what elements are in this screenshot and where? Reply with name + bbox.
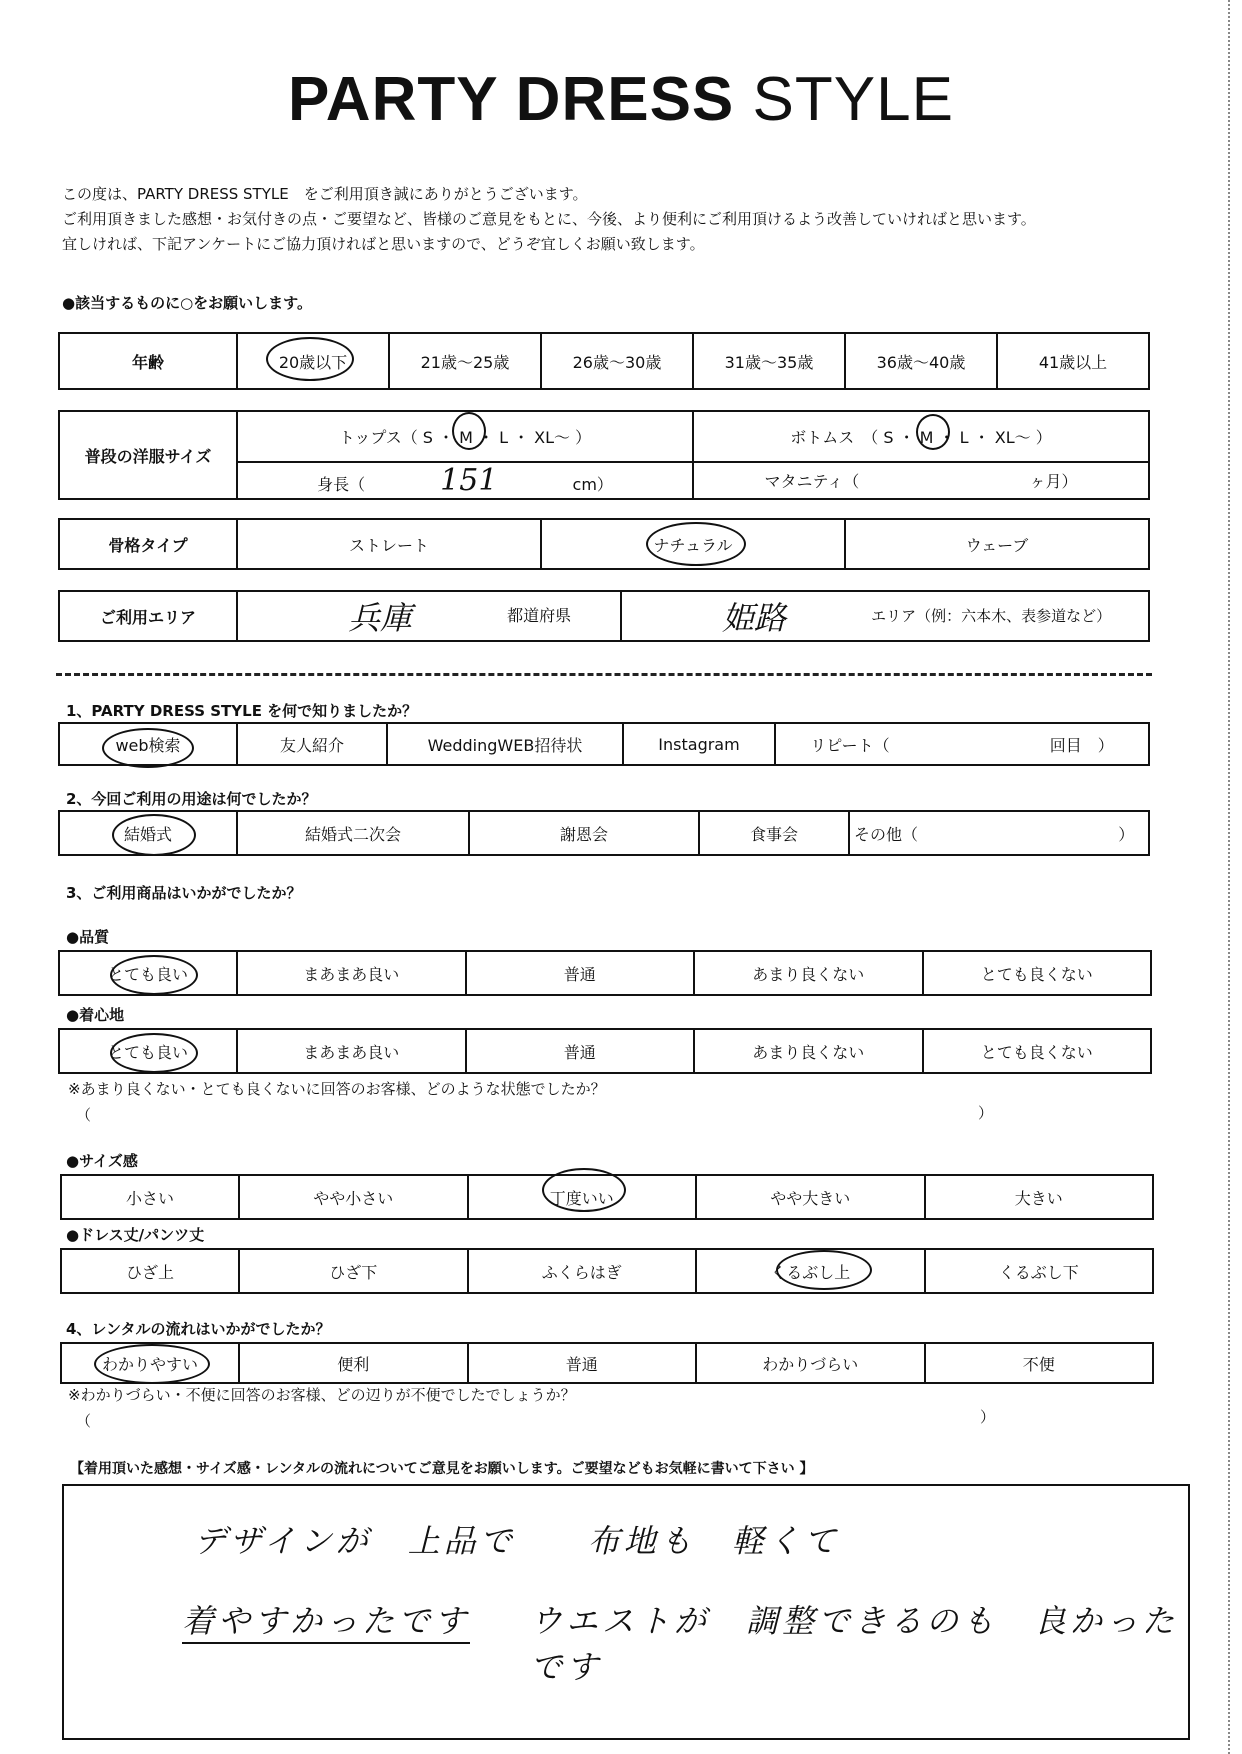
q2-option[interactable]: 謝恩会 (469, 811, 699, 855)
selection-circle (110, 955, 198, 995)
length-option[interactable]: くるぶし下 (925, 1249, 1154, 1293)
q4-table (60, 1342, 1154, 1384)
frame-option[interactable]: ナチュラル (541, 519, 845, 569)
selection-circle (102, 728, 194, 768)
comfort-option[interactable]: 普通 (466, 1029, 695, 1073)
fit-option[interactable]: 大きい (925, 1175, 1154, 1219)
q2-table (58, 810, 1150, 856)
length-table (60, 1248, 1154, 1294)
selection-circle (110, 1033, 198, 1073)
repeat-count-label: 回目 ） (1049, 735, 1114, 755)
quality-option[interactable]: とても良くない (923, 951, 1152, 995)
quality-option[interactable]: 普通 (466, 951, 695, 995)
comfort-option[interactable]: とても良くない (923, 1029, 1152, 1073)
q1-title: 1、PARTY DRESS STYLE を何で知りましたか？ (66, 702, 418, 720)
q1-option[interactable]: WeddingWEB招待状 (387, 723, 623, 765)
quality-option[interactable]: とても良い (59, 951, 237, 995)
age-option[interactable]: 26歳～30歳 (541, 333, 693, 389)
area-field[interactable] (621, 591, 1149, 641)
repeat-label: リピート（ (810, 735, 890, 755)
age-option[interactable]: 21歳～25歳 (389, 333, 541, 389)
length-label: ●ドレス丈/パンツ丈 (66, 1226, 205, 1244)
q3-title: 3、ご利用商品はいかがでしたか？ (66, 884, 302, 902)
comfort-table (58, 1028, 1152, 1074)
quality-table (58, 950, 1152, 996)
q4-option[interactable]: わかりやすい (61, 1343, 239, 1383)
age-option[interactable]: 41歳以上 (997, 333, 1149, 389)
q4-option[interactable]: わかりづらい (696, 1343, 925, 1383)
intro-line: この度は、PARTY DRESS STYLE をご利用頂き誠にありがとうございます。 (62, 185, 588, 203)
quality-option[interactable]: あまり良くない (694, 951, 923, 995)
paren-open: （ (76, 1412, 92, 1430)
prefecture-label: 都道府県 (507, 606, 572, 625)
divider (56, 673, 1152, 676)
length-option[interactable]: ひざ上 (61, 1249, 239, 1293)
comment-line: ウエストが 調整できるのも 良かったです (530, 1602, 1179, 1686)
q2-option[interactable]: 食事会 (699, 811, 849, 855)
q2-other-option[interactable] (849, 811, 1149, 855)
area-example-label: エリア（例：六本木、表参道など） (871, 607, 1112, 625)
area-label: ご利用エリア (59, 591, 237, 641)
selection-circle (94, 1344, 210, 1384)
selection-circle (646, 522, 746, 566)
selection-circle (776, 1250, 872, 1290)
maternity-field[interactable] (693, 462, 1149, 499)
age-option[interactable]: 36歳～40歳 (845, 333, 997, 389)
selection-circle (542, 1168, 626, 1212)
q4-option[interactable]: 不便 (925, 1343, 1154, 1383)
age-option[interactable]: 31歳～35歳 (693, 333, 845, 389)
length-option[interactable]: ひざ下 (239, 1249, 468, 1293)
selection-circle (266, 337, 354, 381)
bottoms-size[interactable]: ボトムス （ S ・ M ・ L ・ XL～ ） (693, 411, 1149, 462)
age-option[interactable]: 20歳以下 (237, 333, 389, 389)
comfort-note: ※あまり良くない・とても良くないに回答のお客様、どのような状態でしたか？ (68, 1080, 606, 1098)
q4-option[interactable]: 普通 (468, 1343, 697, 1383)
fit-option[interactable]: やや小さい (239, 1175, 468, 1219)
comment-line: デザインが 上品で 布地も 軽くて (194, 1522, 840, 1560)
circle-instruction: ●該当するものに○をお願いします。 (62, 294, 312, 312)
other-close: ） (1118, 824, 1135, 844)
quality-option[interactable]: まあまあ良い (237, 951, 466, 995)
fit-option[interactable]: 小さい (61, 1175, 239, 1219)
tops-size[interactable]: トップス（ S ・ M ・ L ・ XL～ ） (237, 411, 693, 462)
bottoms-selection-circle (916, 414, 950, 450)
intro-line: 宜しければ、下記アンケートにご協力頂ければと思いますので、どうぞ宜しくお願い致します。 (62, 235, 705, 253)
q1-table (58, 722, 1150, 766)
age-label: 年齢 (59, 333, 237, 389)
comments-box[interactable] (62, 1484, 1190, 1740)
frame-label: 骨格タイプ (59, 519, 237, 569)
size-table (58, 410, 1150, 500)
fit-option[interactable]: やや大きい (696, 1175, 925, 1219)
q4-title: 4、レンタルの流れはいかがでしたか？ (66, 1320, 331, 1338)
intro-text (62, 182, 1036, 257)
fit-option[interactable]: 丁度いい (468, 1175, 697, 1219)
length-option[interactable]: ふくらはぎ (468, 1249, 697, 1293)
q1-option[interactable]: 友人紹介 (237, 723, 387, 765)
frame-option[interactable]: ウェーブ (845, 519, 1149, 569)
area-table (58, 590, 1150, 642)
quality-label: ●品質 (66, 928, 110, 946)
q2-title: 2、今回ご利用の用途は何でしたか？ (66, 790, 317, 808)
height-field[interactable] (237, 462, 693, 499)
comfort-label: ●着心地 (66, 1006, 125, 1024)
height-value: 151 (440, 463, 498, 498)
q4-option[interactable]: 便利 (239, 1343, 468, 1383)
age-table (58, 332, 1150, 390)
area-value: 姫路 (722, 599, 787, 637)
paren-open: （ (76, 1106, 92, 1124)
height-label: 身長（ (317, 475, 366, 494)
comfort-option[interactable]: まあまあ良い (237, 1029, 466, 1073)
q2-option[interactable]: 結婚式 (59, 811, 237, 855)
maternity-label: マタニティ（ (764, 472, 860, 491)
other-label: その他（ (854, 824, 919, 844)
q1-option[interactable]: web検索 (59, 723, 237, 765)
comment-line: 着やすかったです (182, 1596, 470, 1644)
size-label: 普段の洋服サイズ (59, 411, 237, 499)
comments-heading: 【着用頂いた感想・サイズ感・レンタルの流れについてご意見をお願いします。ご要望などもお気軽に書いて下さい 】 (70, 1461, 814, 1477)
paren-close: ） (980, 1408, 996, 1426)
page-title: PARTY DRESS STYLE (288, 65, 954, 134)
paren-close: ） (978, 1104, 994, 1122)
q4-note: ※わかりづらい・不便に回答のお客様、どの辺りが不便でしたでしょうか？ (68, 1386, 576, 1404)
frame-table (58, 518, 1150, 570)
prefecture-field[interactable] (237, 591, 621, 641)
maternity-unit: ヶ月） (1029, 472, 1078, 491)
intro-line: ご利用頂きました感想・お気付きの点・ご要望など、皆様のご意見をもとに、今後、より便利にご利用頂けるよう改善していければと思います。 (62, 210, 1036, 228)
length-option[interactable]: くるぶし上 (696, 1249, 925, 1293)
q1-repeat-option[interactable] (775, 723, 1149, 765)
prefecture-value: 兵庫 (348, 599, 413, 637)
frame-option[interactable]: ストレート (237, 519, 541, 569)
tops-selection-circle (452, 412, 486, 450)
height-unit: cm） (572, 475, 613, 494)
selection-circle (112, 814, 196, 856)
q2-option[interactable]: 結婚式二次会 (237, 811, 469, 855)
comfort-option[interactable]: あまり良くない (694, 1029, 923, 1073)
fit-label: ●サイズ感 (66, 1152, 138, 1170)
comfort-option[interactable]: とても良い (59, 1029, 237, 1073)
q1-option[interactable]: Instagram (623, 723, 775, 765)
scan-edge (1228, 0, 1234, 1754)
